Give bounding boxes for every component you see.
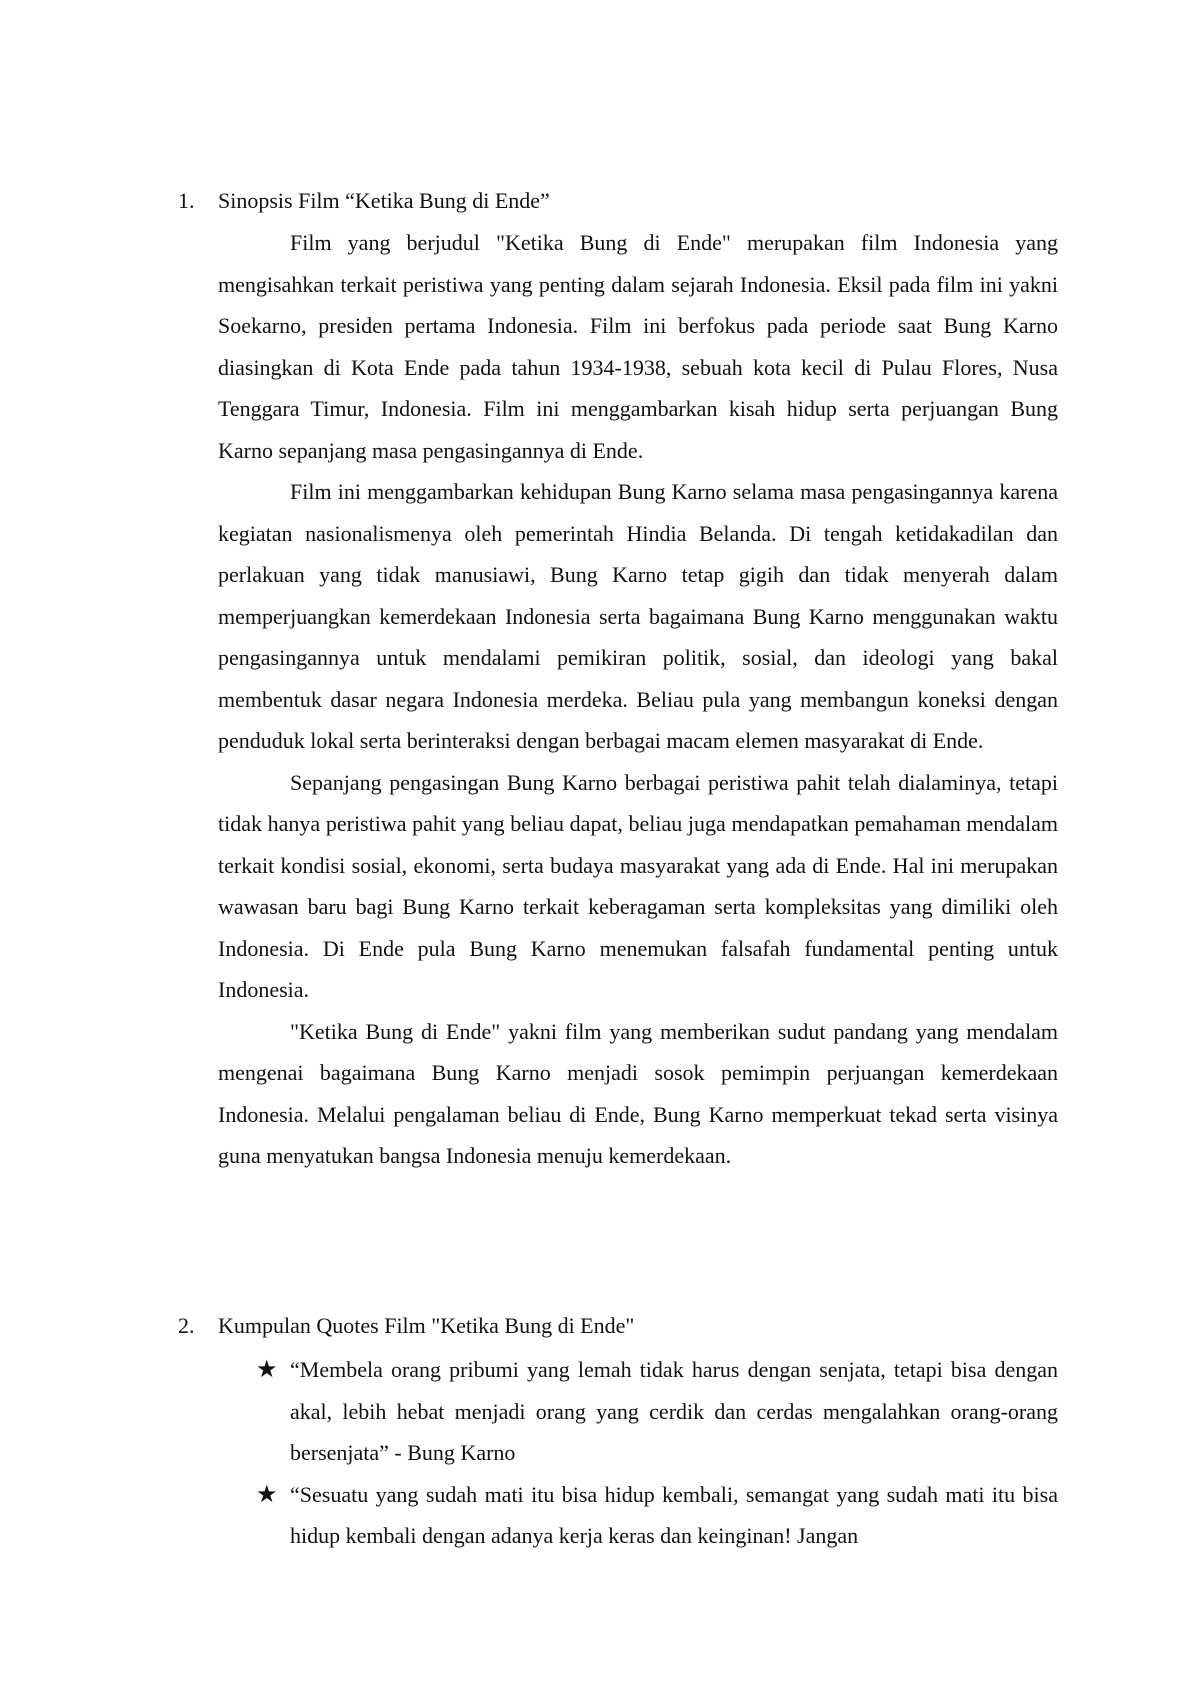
section-heading <box>178 1311 1058 1341</box>
section-synopsis <box>178 186 1058 1177</box>
synopsis-paragraph: "Ketika Bung di Ende" yakni film yang memberikan sudut pandang yang mendalam mengenai bagaimana Bung Karno menjadi sosok pemimpin perjuangan kemerdekaan Indonesia. Melalui pengalaman beliau di Ende, Bung Karno memperkuat tekad serta visinya guna menyatukan bangsa Indonesia menuju kemerdekaan. <box>218 1018 1058 1168</box>
quote-text: “Sesuatu yang sudah mati itu bisa hidup kembali, semangat yang sudah mati itu bisa hidup kembali dengan adanya kerja keras dan keinginan! Jangan <box>290 1481 1058 1548</box>
synopsis-paragraph: Sepanjang pengasingan Bung Karno berbagai peristiwa pahit telah dialaminya, tetapi tidak hanya peristiwa pahit yang beliau dapat, beliau juga mendapatkan pemahaman mendalam terkait kondisi sosial, ekonomi, serta budaya masyarakat yang ada di Ende. Hal ini merupakan wawasan baru bagi Bung Karno terkait keberagaman serta kompleksitas yang dimiliki oleh Indonesia. Di Ende pula Bung Karno menemukan falsafah fundamental penting untuk Indonesia. <box>218 769 1058 1002</box>
quote-list <box>256 1349 1058 1557</box>
list-number: 2. <box>178 1313 195 1338</box>
section-heading <box>178 186 1058 216</box>
list-number: 1. <box>178 188 195 213</box>
section-title: Kumpulan Quotes Film "Ketika Bung di Ende" <box>218 1313 635 1338</box>
star-icon: ★ <box>256 1355 278 1383</box>
star-icon: ★ <box>256 1479 278 1508</box>
list-item <box>256 1349 1058 1474</box>
synopsis-paragraph: Film yang berjudul "Ketika Bung di Ende" merupakan film Indonesia yang mengisahkan terkait peristiwa yang penting dalam sejarah Indonesia. Eksil pada film ini yakni Soekarno, presiden pertama Indonesia. Film ini berfokus pada periode saat Bung Karno diasingkan di Kota Ende pada tahun 1934-1938, sebuah kota kecil di Pulau Flores, Nusa Tenggara Timur, Indonesia. Film ini menggambarkan kisah hidup serta perjuangan Bung Karno sepanjang masa pengasingannya di Ende. <box>218 230 1058 463</box>
section-quotes <box>178 1311 1058 1557</box>
quote-text: “Membela orang pribumi yang lemah tidak harus dengan senjata, tetapi bisa dengan akal, lebih hebat menjadi orang yang cerdik dan cerdas mengalahkan orang-orang bersenjata” - Bung Karno <box>290 1357 1058 1465</box>
list-item <box>256 1474 1058 1557</box>
section-title: Sinopsis Film “Ketika Bung di Ende” <box>218 188 550 213</box>
synopsis-paragraph: Film ini menggambarkan kehidupan Bung Karno selama masa pengasingannya karena kegiatan nasionalismenya oleh pemerintah Hindia Belanda. Di tengah ketidakadilan dan perlakuan yang tidak manusiawi, Bung Karno tetap gigih dan tidak menyerah dalam memperjuangkan kemerdekaan Indonesia serta bagaimana Bung Karno menggunakan waktu pengasingannya untuk mendalami pemikiran politik, sosial, dan ideologi yang bakal membentuk dasar negara Indonesia merdeka. Beliau pula yang membangun koneksi dengan penduduk lokal serta berinteraksi dengan berbagai macam elemen masyarakat di Ende. <box>218 479 1058 753</box>
